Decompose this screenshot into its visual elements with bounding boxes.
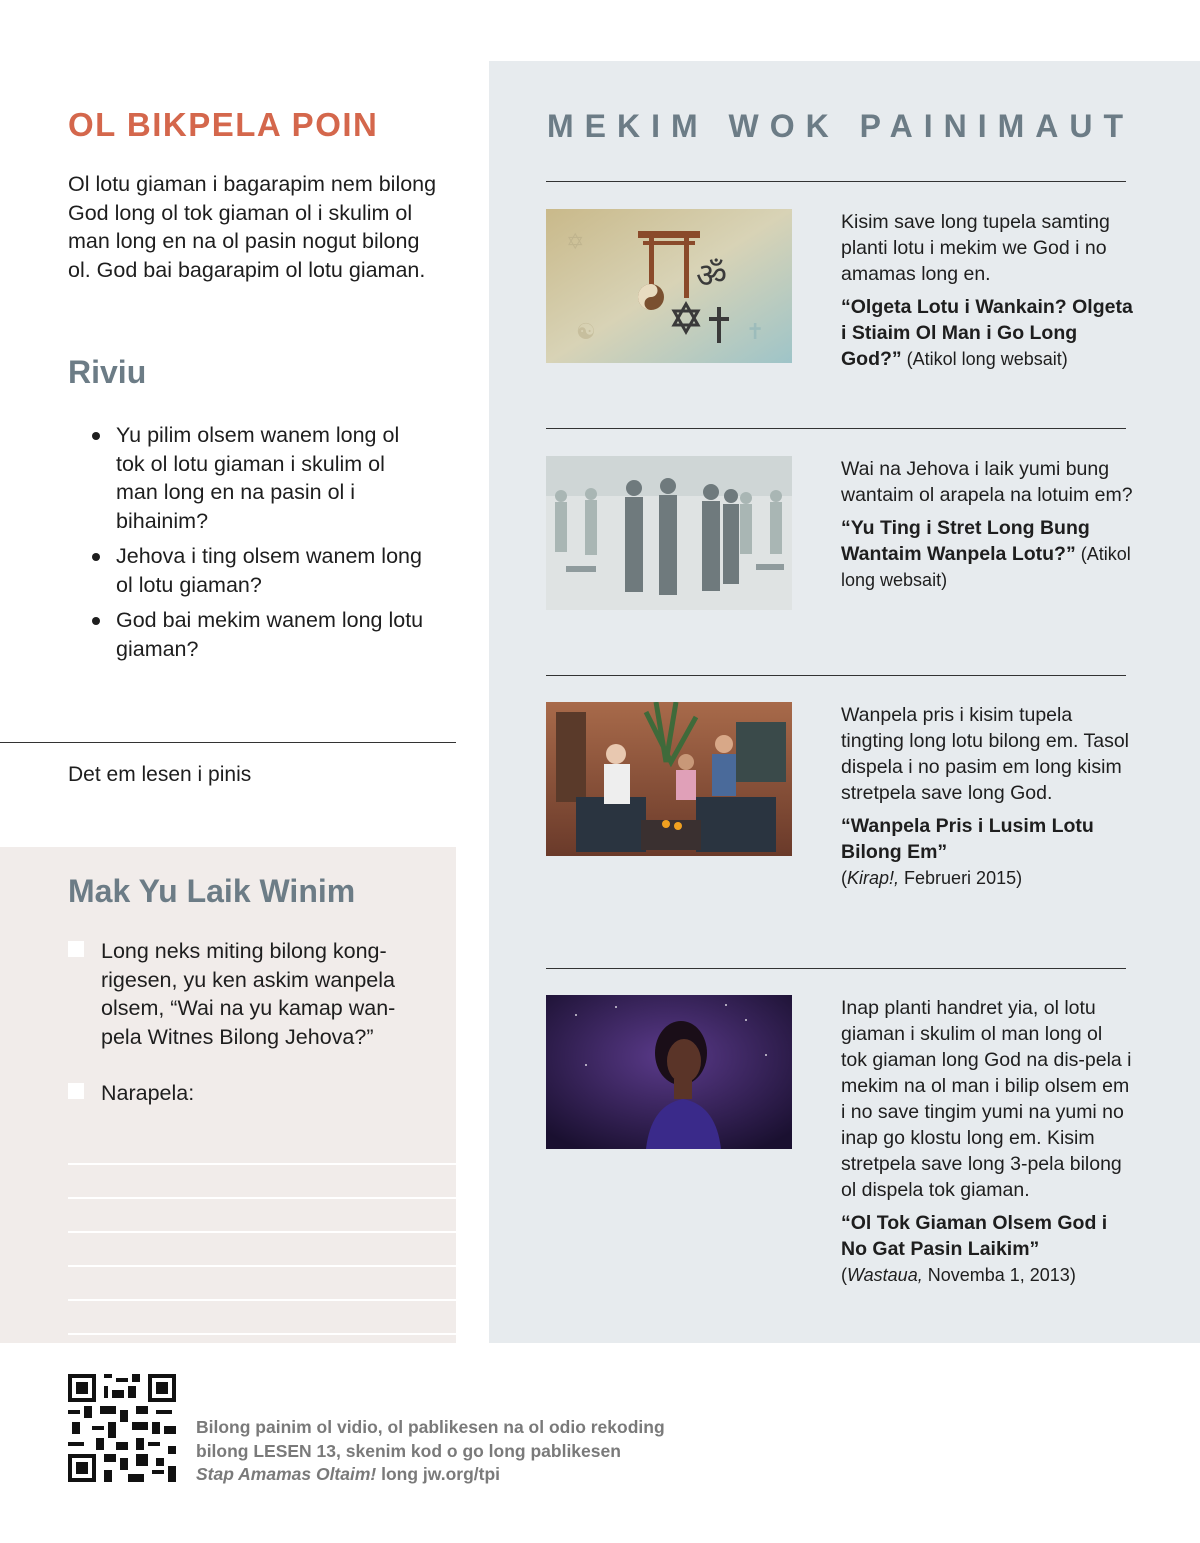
religious-symbols-image[interactable] — [546, 209, 792, 363]
review-item — [92, 421, 432, 535]
review-item-text: Jehova i ting olsem wanem long ol lotu giaman? — [116, 544, 422, 597]
explore-item-reference[interactable] — [841, 813, 1133, 891]
bullet-icon — [92, 553, 100, 561]
explore-item-body — [841, 209, 1133, 372]
explore-item-reference[interactable] — [841, 515, 1133, 593]
explore-item-body — [841, 456, 1133, 593]
explore-item-desc: Inap planti handret yia, ol lotu giaman i skulim ol man long ol tok giaman long God na dis-pela i mekim na ol man i bilip olsem em i no save tingim yumi na yumi no inap go klostu long em. Kisim stretpela save long 3-pela bilong ol dispela tok giaman. — [841, 997, 1132, 1201]
reference-publication: Kirap!, — [847, 868, 900, 888]
footer-text — [196, 1416, 665, 1487]
footer-link[interactable]: long jw.org/tpi — [376, 1464, 501, 1484]
reference-title[interactable]: “Wanpela Pris i Lusim Lotu Bilong Em” — [841, 815, 1094, 863]
review-item — [92, 542, 432, 599]
divider — [546, 675, 1126, 676]
divider — [546, 181, 1126, 182]
reference-title[interactable]: “Olgeta Lotu i Wankain? Olgeta i Stiaim Ol Man i Go Long God?” — [841, 296, 1133, 370]
write-line[interactable] — [68, 1301, 456, 1335]
explore-item-desc: Wai na Jehova i laik yumi bung wantaim ol arapela na lotuim em? — [841, 458, 1133, 506]
explore-item-desc: Kisim save long tupela samting planti lotu i mekim we God i no amamas long en. — [841, 211, 1110, 285]
woman-night-sky-image[interactable] — [546, 995, 792, 1149]
review-item-text: God bai mekim wanem long lotu giaman? — [116, 608, 424, 661]
goal-text: Long neks miting bilong kong-rigesen, yu ken askim wanpela olsem, “Wai na yu kamap wan-pela Witnes Bilong Jehova?” — [101, 939, 396, 1049]
key-points-text: Ol lotu giaman i bagarapim nem bilong God long ol tok giaman ol i skulim ol man long en na ol pasin nogut bilong ol. God bai bagarapim ol lotu giaman. — [68, 172, 437, 282]
write-line[interactable] — [68, 1131, 456, 1165]
reference-title[interactable]: “Ol Tok Giaman Olsem God i No Gat Pasin Laikim” — [841, 1212, 1108, 1260]
explore-title: MEKIM WOK PAINIMAUT — [547, 108, 1135, 144]
footer-line — [196, 1463, 665, 1487]
svg-text:✝: ✝ — [746, 320, 765, 345]
reference-source-open: ( — [841, 868, 847, 888]
divider — [0, 742, 456, 743]
explore-item-reference[interactable] — [841, 1210, 1133, 1288]
lesson-finished-text: Det em lesen i pinis — [68, 763, 252, 786]
explore-item-desc: Wanpela pris i kisim tupela tingting long lotu bilong em. Tasol dispela i no pasim em long kisim stretpela save long God. — [841, 704, 1129, 804]
divider — [546, 968, 1126, 969]
write-line[interactable] — [68, 1233, 456, 1267]
bullet-icon — [92, 617, 100, 625]
goals-title: Mak Yu Laik Winim — [68, 873, 356, 909]
svg-text:✡: ✡ — [566, 230, 585, 255]
priest-conversation-image[interactable] — [546, 702, 792, 856]
review-item-text: Yu pilim olsem wanem long ol tok ol lotu giaman i skulim ol man long en na pasin ol i bihainim? — [116, 423, 400, 533]
reference-title[interactable]: “Yu Ting i Stret Long Bung Wantaim Wanpela Lotu?” — [841, 517, 1090, 565]
key-points-title: OL BIKPELA POIN — [68, 106, 379, 143]
footer-line: bilong LESEN 13, skenim kod o go long pablikesen — [196, 1440, 621, 1461]
write-line[interactable] — [68, 1199, 456, 1233]
reference-date: Februeri 2015) — [899, 868, 1023, 888]
goal-checkbox[interactable] — [68, 941, 84, 957]
explore-item-body — [841, 995, 1133, 1288]
explore-item-reference[interactable] — [841, 294, 1133, 372]
goal-item — [68, 1079, 428, 1108]
bullet-icon — [92, 432, 100, 440]
reference-source-open: ( — [841, 1265, 847, 1285]
goal-text: Narapela: — [101, 1081, 195, 1105]
reference-publication: Wastaua, — [847, 1265, 923, 1285]
review-list — [92, 421, 432, 670]
review-item — [92, 606, 432, 663]
reference-date: Novemba 1, 2013) — [922, 1265, 1076, 1285]
explore-item-body — [841, 702, 1133, 891]
divider — [546, 428, 1126, 429]
goal-checkbox[interactable] — [68, 1083, 84, 1099]
reference-source: (Atikol long websait) — [901, 349, 1068, 369]
qr-code-icon[interactable] — [68, 1374, 176, 1482]
write-line[interactable] — [68, 1267, 456, 1301]
write-line[interactable] — [68, 1165, 456, 1199]
write-in-lines[interactable] — [68, 1131, 456, 1335]
svg-text:☯: ☯ — [576, 320, 596, 345]
explore-panel — [489, 61, 1200, 1343]
goal-item — [68, 937, 428, 1051]
footer-publication-title: Stap Amamas Oltaim! — [196, 1464, 377, 1484]
footer-line: Bilong painim ol vidio, ol pablikesen na ol odio rekoding — [196, 1417, 665, 1437]
reference-source: (Atikol long websait) — [841, 544, 1131, 590]
review-title: Riviu — [68, 354, 147, 390]
interfaith-gathering-image[interactable] — [546, 456, 792, 610]
svg-text:ॐ: ॐ — [696, 256, 728, 296]
goals-section — [0, 847, 456, 1343]
